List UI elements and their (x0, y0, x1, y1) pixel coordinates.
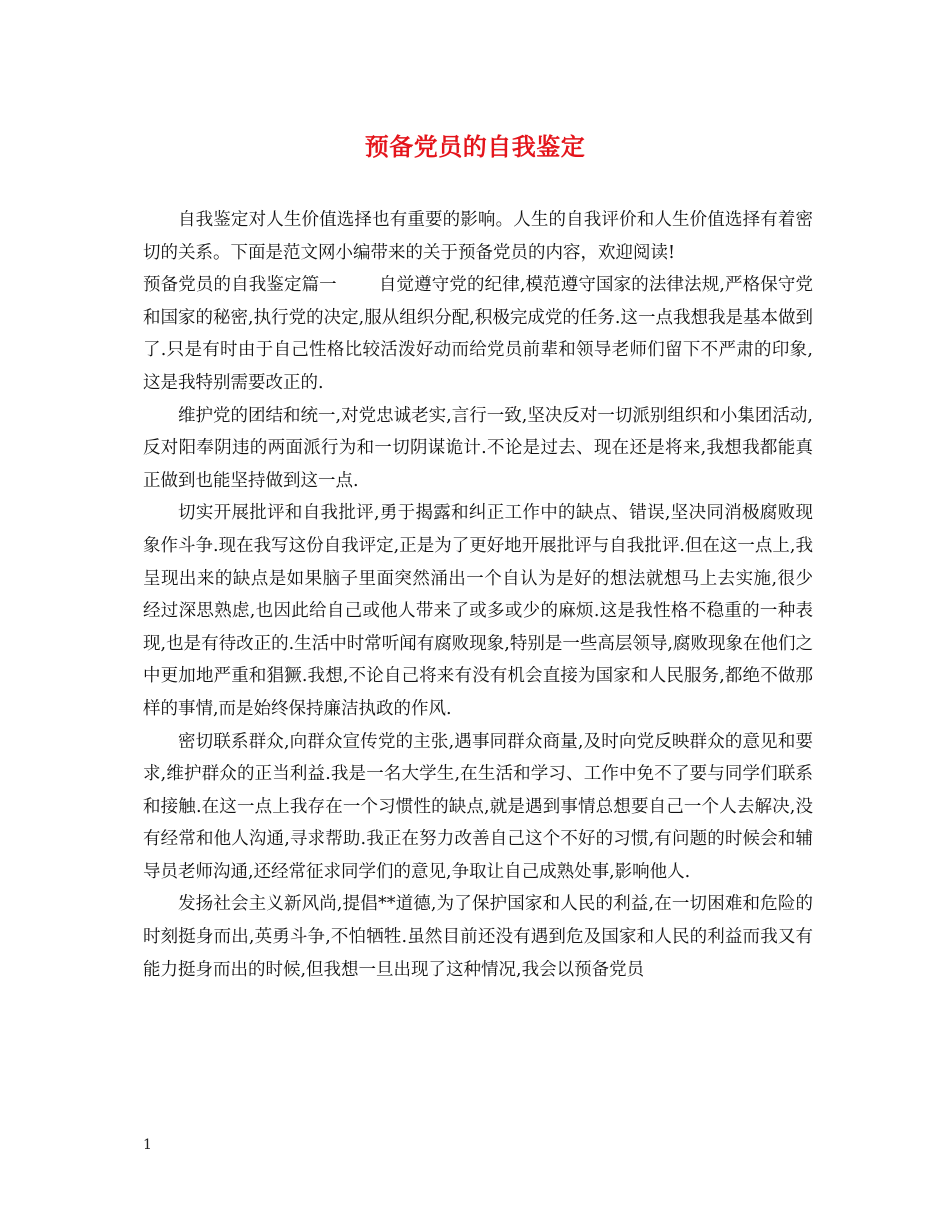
section-heading: 预备党员的自我鉴定篇一 (143, 275, 337, 296)
section-first-paragraph (143, 269, 813, 399)
page-title: 预备党员的自我鉴定 (364, 133, 586, 161)
body-paragraph: 密切联系群众,向群众宣传党的主张,遇事同群众商量,及时向党反映群众的意见和要求,维护群众的正当利益.我是一名大学生,在生活和学习、工作中免不了要与同学们联系和接触.在这一点上我存在一个习惯性的缺点,就是遇到事情总想要自己一个人去解决,没有经常和他人沟通,寻求帮助.我正在努力改善自己这个不好的习惯,有问题的时候会和辅导员老师沟通,还经常征求同学们的意见,争取让自己成熟处事,影响他人. (143, 731, 813, 882)
body-paragraph: 切实开展批评和自我批评,勇于揭露和纠正工作中的缺点、错误,坚决同消极腐败现象作斗争.现在我写这份自我评定,正是为了更好地开展批评与自我批评.但在这一点上,我呈现出来的缺点是如果脑子里面突然涌出一个自认为是好的想法就想马上去实施,很少经过深思熟虑,也因此给自己或他人带来了或多或少的麻烦.这是我性格不稳重的一种表现,也是有待改正的.生活中时常听闻有腐败现象,特别是一些高层领导,腐败现象在他们之中更加地严重和猖獗.我想,不论自己将来有没有机会直接为国家和人民服务,都绝不做那样的事情,而是始终保持廉洁执政的作风. (143, 503, 813, 719)
document-body (143, 204, 813, 986)
body-paragraph: 发扬社会主义新风尚,提倡**道德,为了保护国家和人民的利益,在一切困难和危险的时刻挺身而出,英勇斗争,不怕牺牲.虽然目前还没有遇到危及国家和人民的利益而我又有能力挺身而出的时候,但我想一旦出现了这种情况,我会以预备党员 (143, 894, 813, 980)
body-paragraph: 维护党的团结和统一,对党忠诚老实,言行一致,坚决反对一切派别组织和小集团活动,反对阳奉阴违的两面派行为和一切阴谋诡计.不论是过去、现在还是将来,我想我都能真正做到也能坚持做到这一点. (143, 405, 813, 491)
page-number: 1 (143, 1137, 152, 1153)
intro-paragraph: 自我鉴定对人生价值选择也有重要的影响。人生的自我评价和人生价值选择有着密切的关系。下面是范文网小编带来的关于预备党员的内容，欢迎阅读! (143, 210, 813, 263)
section-first-paragraph-text: 自觉遵守党的纪律,模范遵守国家的法律法规,严格保守党和国家的秘密,执行党的决定,服从组织分配,积极完成党的任务.这一点我想我是基本做到了.只是有时由于自己性格比较活泼好动而给党员前辈和领导老师们留下不严肃的印象,这是我特别需要改正的. (143, 275, 814, 393)
